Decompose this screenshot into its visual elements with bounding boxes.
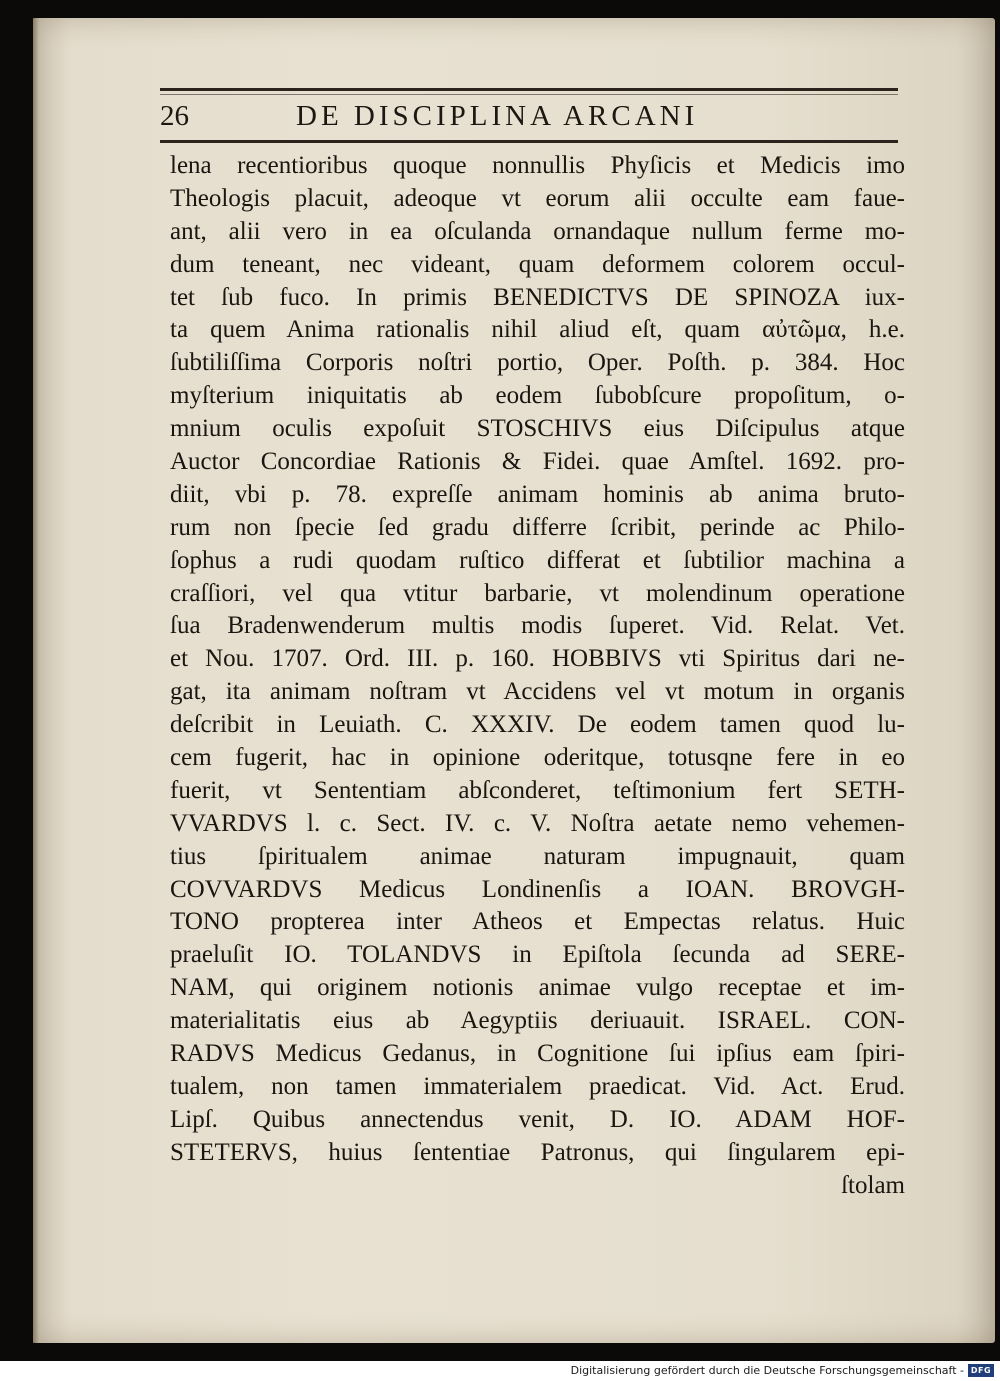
footer-strip [0, 1361, 1000, 1381]
digitization-credit: Digitalisierung gefördert durch die Deutsche Forschungsgemeinschaft - [570, 1364, 964, 1377]
text-line: tualem, non tamen immaterialem praedicat. Vid. Act. Erud. [170, 1072, 905, 1100]
text-line: Lipſ. Quibus annectendus venit, D. IO. ADAM HOF- [170, 1105, 905, 1133]
catchword: ſtolam [841, 1171, 905, 1199]
text-line: deſcribit in Leuiath. C. XXXIV. De eodem tamen quod lu- [170, 711, 905, 739]
text-line: et Nou. 1707. Ord. III. p. 160. HOBBIVS vti Spiritus dari ne- [170, 645, 905, 673]
text-line: rum non ſpecie ſed gradu differre ſcribit, perinde ac Philo- [170, 513, 905, 541]
text-line: ſua Bradenwenderum multis modis ſuperet. Vid. Relat. Vet. [170, 612, 905, 640]
text-line: Theologis placuit, adeoque vt eorum alii occulte eam faue- [170, 184, 905, 212]
text-line: ſubtiliſſima Corporis noſtri portio, Oper. Poſth. p. 384. Hoc [170, 349, 905, 377]
dfg-logo: DFG [968, 1364, 994, 1377]
running-title: DE DISCIPLINA ARCANI [296, 100, 699, 132]
text-line: tius ſpiritualem animae naturam impugnauit, quam [170, 842, 905, 870]
text-line: diit, vbi p. 78. expreſſe animam hominis ab anima bruto- [170, 480, 905, 508]
body-text [170, 150, 905, 1203]
text-line: materialitatis eius ab Aegyptiis deriuauit. ISRAEL. CON- [170, 1007, 905, 1035]
header-rule-top [160, 88, 898, 91]
text-line: RADVS Medicus Gedanus, in Cognitione ſui ipſius eam ſpiri- [170, 1040, 905, 1068]
text-line: mnium oculis expoſuit STOSCHIVS eius Diſcipulus atque [170, 415, 905, 443]
text-line: VVARDVS l. c. Sect. IV. c. V. Noſtra aetate nemo vehemen- [170, 809, 905, 837]
text-line: ta quem Anima rationalis nihil aliud eſt, quam αὐτῶμα, h.e. [170, 316, 905, 344]
running-head [160, 96, 898, 138]
text-line: craſſiori, vel qua vtitur barbarie, vt molendinum operatione [170, 579, 905, 607]
page-number: 26 [160, 100, 189, 132]
text-line: dum teneant, nec videant, quam deformem colorem occul- [170, 250, 905, 278]
text-line: myſterium iniquitatis ab eodem ſubobſcure propoſitum, o- [170, 382, 905, 410]
text-line: Auctor Concordiae Rationis & Fidei. quae Amſtel. 1692. pro- [170, 448, 905, 476]
text-line: praeluſit IO. TOLANDVS in Epiſtola ſecunda ad SERE- [170, 941, 905, 969]
text-line: gat, ita animam noſtram vt Accidens vel vt motum in organis [170, 678, 905, 706]
text-line: ant, alii vero in ea oſculanda ornandaque nullum ferme mo- [170, 217, 905, 245]
text-line: tet ſub fuco. In primis BENEDICTVS DE SPINOZA iux- [170, 283, 905, 311]
text-line: COVVARDVS Medicus Londinenſis a IOAN. BROVGH- [170, 875, 905, 903]
text-line: lena recentioribus quoque nonnullis Phyſicis et Medicis imo [170, 152, 905, 179]
text-line: NAM, qui originem notionis animae vulgo receptae et im- [170, 974, 905, 1002]
header-rule-bottom [160, 140, 898, 143]
page-edge-shadow [33, 18, 39, 1343]
text-line: cem fugerit, hac in opinione oderitque, totusqne fere in eo [170, 744, 905, 772]
text-line: TONO propterea inter Atheos et Empectas relatus. Huic [170, 908, 905, 936]
text-line: fuerit, vt Sententiam abſconderet, teſtimonium fert SETH- [170, 776, 905, 804]
header-rule-thin [160, 94, 898, 95]
text-line: STETERVS, huius ſententiae Patronus, qui ſingularem epi- [170, 1138, 905, 1166]
text-line: ſophus a rudi quodam ruſtico differat et ſubtilior machina a [170, 546, 905, 574]
